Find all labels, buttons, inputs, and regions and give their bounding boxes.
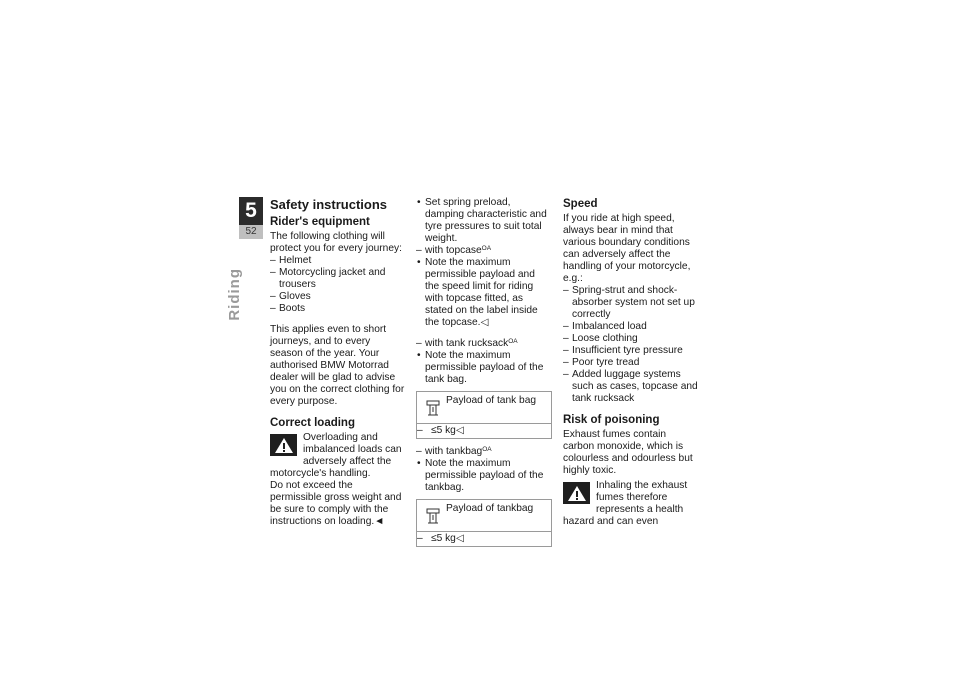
riders-equipment-heading: Rider's equipment [270,216,370,228]
warning-icon [563,482,590,504]
list-item: – Loose clothing [563,333,698,345]
riders-equipment-intro: The following clothing will protect you for every journey: [270,231,402,254]
list-item: – Helmet [270,255,405,267]
poisoning-intro: Exhaust fumes contain carbon monoxide, which is colourless and odourless but highly toxic. [563,429,693,476]
warning-icon [270,434,297,456]
list-item: • Set spring preload, damping characteristic and tyre pressures to suit total weight. [416,197,551,245]
list-item: • Note the maximum permissible payload of the tankbag. [416,458,551,494]
loading-body: Do not exceed the permissible gross weight and be sure to comply with the instructions on loading. [270,480,402,527]
list-item: – Imbalanced load [563,321,698,333]
speed-conditions-list [563,285,698,405]
box-value: – ≤5 kg◁ [417,532,551,546]
list-item: – Spring-strut and shock-absorber system not set up correctly [563,285,698,321]
clothing-list [270,255,405,315]
bullet-list [416,197,551,245]
loading-warning [270,432,405,480]
topcase-option: – with topcase$^{OA}$ [416,245,551,257]
section-title: Safety instructions [270,197,388,212]
list-item: – Boots [270,303,405,315]
loading-warning-text: Overloading and imbalanced loads can adversely affect the motorcycle's handling. [270,432,402,479]
list-item: – Poor tyre tread [563,357,698,369]
speed-heading: Speed [563,198,598,210]
page-number: 52 [239,225,263,239]
tankbag-payload-box [416,499,552,547]
list-item: – Motorcycling jacket and trousers [270,267,405,291]
poisoning-warning-text: Inhaling the exhaust fumes therefore represents a health hazard and can even [563,480,688,527]
weight-icon [426,400,440,416]
tank-bag-payload-box [416,391,552,439]
end-mark: ◁ [480,317,489,328]
clothing-note: This applies even to short journeys, and to every season of the year. Your authorised BMW Motorrad dealer will be glad to advise you on the correct clothing for every purpose. [270,324,405,407]
list-item: – Insufficient tyre pressure [563,345,698,357]
bullet-list [416,458,551,494]
bullet-list [416,350,551,386]
end-mark: ◄ [374,516,385,527]
speed-intro: If you ride at high speed, always bear in mind that various boundary conditions can adversely affect the handling of your motorcycle, e.g.: [563,213,691,284]
chapter-tab [239,197,263,239]
column-2 [416,197,551,554]
column-1 [270,197,405,528]
tankbag-option: – with tankbag$^{OA}$ [416,446,551,458]
bullet-list [416,257,551,329]
box-value: – ≤5 kg◁ [417,424,551,438]
list-item: – Added luggage systems such as cases, topcase and tank rucksack [563,369,698,405]
box-title: Payload of tank bag [446,395,537,406]
tank-rucksack-option: – with tank rucksack$^{OA}$ [416,338,551,350]
column-3 [563,197,698,528]
list-item: • Note the maximum permissible payload and the speed limit for riding with topcase fitted, as stated on the label inside the topcase.◁ [416,257,551,329]
list-item: – Gloves [270,291,405,303]
poisoning-heading: Risk of poisoning [563,414,660,426]
weight-icon [426,508,440,524]
poisoning-warning [563,480,698,528]
correct-loading-heading: Correct loading [270,417,355,429]
chapter-side-label: Riding [226,268,243,321]
box-title: Payload of tankbag [446,503,534,514]
chapter-number: 5 [239,197,263,225]
list-item: • Note the maximum permissible payload of the tank bag. [416,350,551,386]
